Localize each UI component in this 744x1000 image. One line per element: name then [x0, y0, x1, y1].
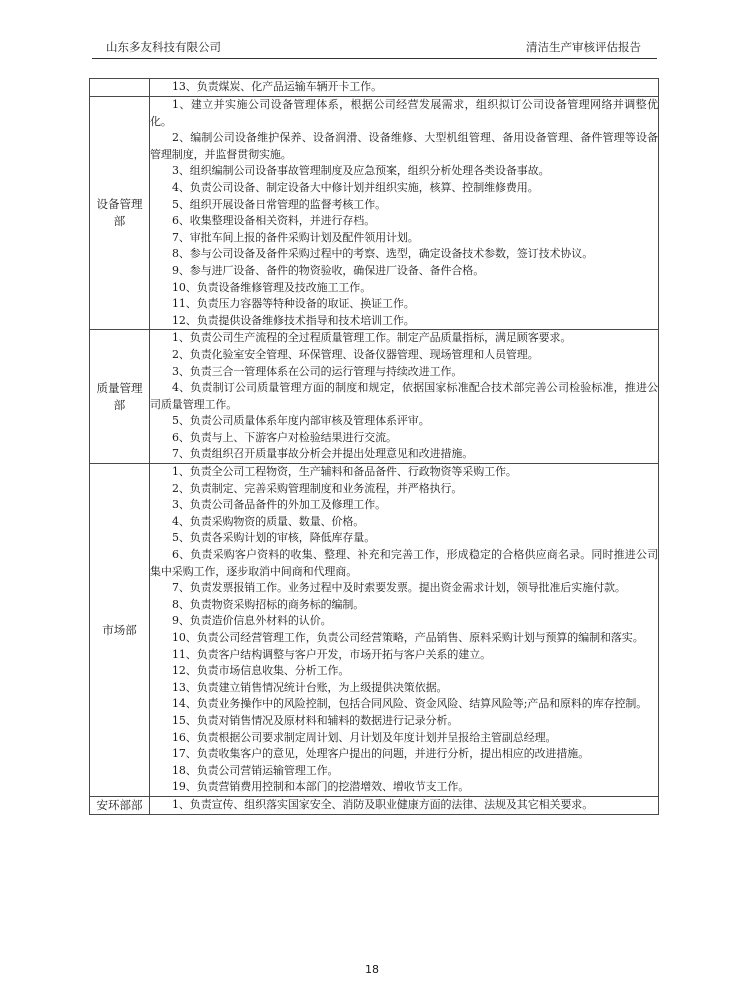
duty-item: 16、负责根据公司要求制定周计划、月计划及年度计划并呈报给主管副总经理。 [172, 730, 557, 744]
table-row [90, 97, 659, 330]
duty-item: 13、负责煤炭、化产品运输车辆开卡工作。 [172, 80, 382, 94]
duty-item: 17、负责收集客户的意见，处理客户提出的问题，并进行分析，提出相应的改进措施。 [172, 747, 590, 761]
duties-cell [150, 97, 659, 330]
duty-table-body [90, 79, 659, 815]
duty-item: 6、负责与上、下游客户对检验结果进行交流。 [172, 430, 397, 444]
department-cell [90, 79, 150, 97]
department-duty-table [89, 78, 659, 815]
duty-item: 5、负责各采购计划的审核，降低库存量。 [172, 531, 376, 545]
duty-item: 7、审批车间上报的备件采购计划及配件领用计划。 [172, 230, 419, 244]
department-cell [90, 330, 150, 464]
department-name: 设备管理部 [96, 197, 143, 229]
duty-item: 4、负责采购物资的质量、数量、价格。 [172, 514, 365, 528]
duty-item: 3、负责三合一管理体系在公司的运行管理与持续改进工作。 [172, 364, 463, 378]
duties-cell [150, 330, 659, 464]
table-row [90, 330, 659, 464]
header-company: 山东多友科技有限公司 [106, 40, 221, 54]
department-cell [90, 97, 150, 330]
duty-item: 6、负责采购客户资料的收集、整理、补充和完善工作，形成稳定的合格供应商名录。同时推进公司集中采购工作，逐步取消中间商和代理商。 [150, 548, 658, 578]
duty-item: 9、参与进厂设备、备件的物资验收，确保进厂设备、备件合格。 [172, 263, 485, 277]
duty-item: 7、负责发票报销工作。业务过程中及时索要发票。提出资金需求计划，领导批准后实施付款。 [172, 581, 626, 595]
duty-item: 9、负责造价信息外材料的认价。 [172, 614, 332, 628]
department-cell [90, 796, 150, 814]
duty-item: 8、参与公司设备及备件采购过程中的考察、选型，确定设备技术参数，签订技术协议。 [172, 247, 594, 261]
duties-cell [150, 79, 659, 97]
duty-item: 14、负责业务操作中的风险控制，包括合同风险、资金风险、结算风险等;产品和原料的库存控制。 [172, 697, 648, 711]
duty-item: 12、负责提供设备维修技术指导和技术培训工作。 [172, 313, 415, 327]
duty-item: 7、负责组织召开质量事故分析会并提出处理意见和改进措施。 [172, 447, 474, 461]
duty-item: 2、编制公司设备维护保养、设备润滑、设备维修、大型机组管理、备用设备管理、备件管理等设备管理制度，并监督贯彻实施。 [150, 131, 658, 161]
duties-cell [150, 796, 659, 814]
duty-item: 13、负责建立销售情况统计台账，为上级提供决策依据。 [172, 680, 448, 694]
duty-item: 3、组织编制公司设备事故管理制度及应急预案，组织分析处理各类设备事故。 [172, 164, 550, 178]
header-report-title: 清洁生产审核评估报告 [526, 40, 641, 54]
duty-item: 1、负责全公司工程物资，生产辅料和备品备件、行政物资等采购工作。 [172, 465, 517, 479]
duty-item: 10、负责公司经营管理工作，负责公司经营策略，产品销售、原料采购计划与预算的编制和落实。 [172, 631, 644, 644]
duty-item: 5、负责公司质量体系年度内部审核及管理体系评审。 [172, 414, 430, 428]
department-name: 安环部部 [96, 797, 143, 812]
duty-item: 12、负责市场信息收集、分析工作。 [172, 664, 350, 678]
page-number: 18 [365, 963, 379, 976]
table-row [90, 79, 659, 97]
department-name: 质量管理部 [96, 380, 143, 412]
duty-item: 19、负责营销费用控制和本部门的挖潜增效、增收节支工作。 [172, 780, 470, 794]
duty-item: 8、负责物资采购招标的商务标的编制。 [172, 597, 365, 611]
duty-item: 4、负责制订公司质量管理方面的制度和规定，依据国家标准配合技术部完善公司检验标准，推进公司质量管理工作。 [150, 381, 658, 411]
duty-item: 1、负责宣传、组织落实国家安全、消防及职业健康方面的法律、法规及其它相关要求。 [172, 798, 594, 812]
duty-item: 15、负责对销售情况及原材料和辅料的数据进行记录分析。 [172, 713, 459, 727]
duty-item: 11、负责压力容器等特种设备的取证、换证工作。 [172, 297, 415, 311]
duty-item: 2、负责化验室安全管理、环保管理、设备仪器管理、现场管理和人员管理。 [172, 347, 539, 361]
duties-cell [150, 464, 659, 797]
duty-item: 18、负责公司营销运输管理工作。 [172, 763, 339, 777]
duty-item: 1、负责公司生产流程的全过程质量管理工作。制定产品质量指标，满足顾客要求。 [172, 331, 572, 345]
department-cell [90, 464, 150, 797]
duty-item: 10、负责设备维修管理及技改施工工作。 [172, 280, 372, 294]
table-row [90, 796, 659, 814]
department-name: 市场部 [102, 622, 137, 637]
duty-item: 5、组织开展设备日常管理的监督考核工作。 [172, 197, 386, 211]
duty-item: 3、负责公司备品备件的外加工及修理工作。 [172, 498, 386, 512]
duty-item: 1、建立并实施公司设备管理体系，根据公司经营发展需求，组织拟订公司设备管理网络并调整优化。 [150, 98, 658, 128]
duty-item: 2、负责制定、完善采购管理制度和业务流程，并严格执行。 [172, 481, 463, 495]
duty-item: 11、负责客户结构调整与客户开发，市场开拓与客户关系的建立。 [172, 647, 491, 661]
duty-item: 4、负责公司设备、制定设备大中修计划并组织实施，核算、控制维修费用。 [172, 180, 539, 194]
duty-item: 6、收集整理设备相关资料，并进行存档。 [172, 214, 376, 228]
header-rule [92, 58, 657, 59]
table-row [90, 464, 659, 797]
